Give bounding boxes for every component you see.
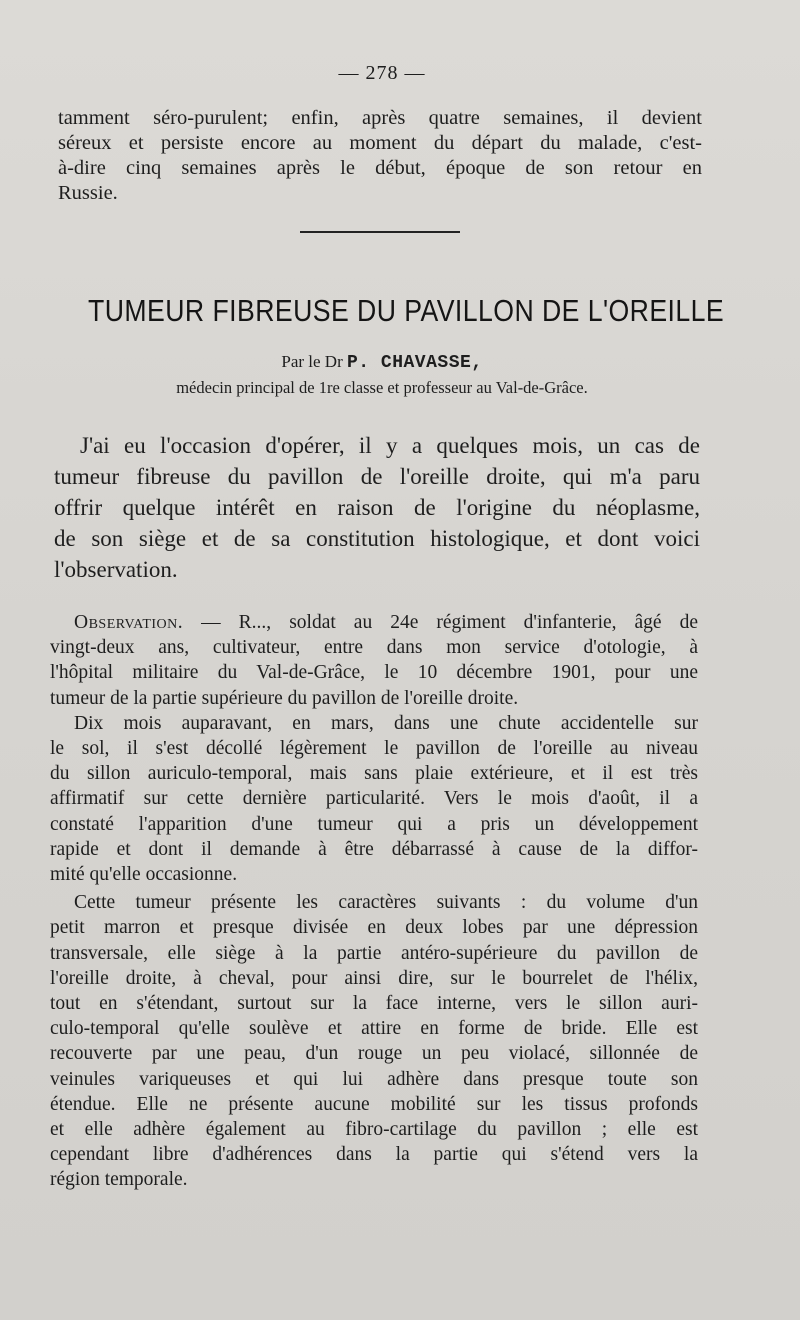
text-line: tout en s'étendant, surtout sur la face interne, vers le sillon auri-	[50, 993, 698, 1015]
text-line: mité qu'elle occasionne.	[50, 864, 238, 886]
observation-label: Observation.	[74, 612, 184, 633]
text-line: du sillon auriculo-temporal, mais sans plaie extérieure, et il est très	[50, 763, 698, 785]
text-line: le sol, il s'est décollé légèrement le pavillon de l'oreille au niveau	[50, 738, 698, 760]
text-line: séreux et persiste encore au moment du départ du malade, c'est-	[58, 132, 702, 154]
text-line: recouverte par une peau, d'un rouge un peu violacé, sillonnée de	[50, 1043, 698, 1065]
text-line: l'hôpital militaire du Val-de-Grâce, le 10 décembre 1901, pour une	[50, 662, 698, 684]
text-line: et elle adhère également au fibro-cartilage du pavillon ; elle est	[50, 1119, 698, 1141]
byline-prefix: Par le Dr	[281, 352, 343, 371]
text-line: l'oreille droite, à cheval, pour ainsi dire, sur le bourrelet de l'hélix,	[50, 967, 698, 989]
lead-paragraph	[54, 430, 700, 585]
text-line: constaté l'apparition d'une tumeur qui a pris un développement	[50, 813, 698, 835]
observation-section	[50, 610, 698, 1193]
observation-first-line-text: — R..., soldat au 24e régiment d'infanterie, âgé de	[201, 612, 699, 633]
text-line: tumeur fibreuse du pavillon de l'oreille droite, qui m'a paru	[54, 464, 700, 489]
page-number: — 278 —	[338, 62, 426, 84]
text-line: affirmatif sur cette dernière particularité. Vers le mois d'août, il a	[50, 788, 698, 810]
text-line: région temporale.	[50, 1169, 188, 1191]
intro-paragraph	[58, 106, 702, 206]
text-line: étendue. Elle ne présente aucune mobilité sur les tissus profonds	[50, 1093, 698, 1115]
text-line: Dix mois auparavant, en mars, dans une chute accidentelle sur	[74, 712, 698, 734]
author-byline	[0, 352, 764, 373]
text-line: culo-temporal qu'elle soulève et attire en forme de bride. Elle est	[50, 1018, 698, 1040]
article-title: TUMEUR FIBREUSE DU PAVILLON DE L'OREILLE	[88, 293, 725, 328]
observation-first-line	[50, 610, 698, 635]
text-line: à-dire cinq semaines après le début, époque de son retour en	[58, 157, 702, 179]
text-line: Cette tumeur présente les caractères suivants : du volume d'un	[74, 892, 698, 914]
text-line: offrir quelque intérêt en raison de l'origine du néoplasme,	[54, 495, 700, 520]
text-line: Russie.	[58, 182, 118, 204]
text-line: de son siège et de sa constitution histologique, et dont voici	[54, 526, 700, 551]
section-divider	[300, 231, 460, 233]
text-line: tumeur de la partie supérieure du pavillon de l'oreille droite.	[50, 687, 519, 709]
text-line: l'observation.	[54, 557, 178, 582]
text-line: rapide et dont il demande à être débarrassé à cause de la diffor-	[50, 838, 698, 860]
text-line: petit marron et presque divisée en deux lobes par une dépression	[50, 917, 698, 939]
text-line: J'ai eu l'occasion d'opérer, il y a quelques mois, un cas de	[80, 433, 700, 458]
text-line: transversale, elle siège à la partie antéro-supérieure du pavillon de	[50, 942, 698, 964]
text-line: vingt-deux ans, cultivateur, entre dans mon service d'otologie, à	[50, 637, 698, 659]
text-line: tamment séro-purulent; enfin, après quatre semaines, il devient	[58, 107, 702, 129]
text-line: cependant libre d'adhérences dans la partie qui s'étend vers la	[50, 1144, 698, 1166]
text-line: veinules variqueuses et qui lui adhère dans presque toute son	[50, 1068, 698, 1090]
author-name: P. CHAVASSE,	[347, 353, 483, 373]
author-affiliation: médecin principal de 1re classe et professeur au Val-de-Grâce.	[176, 378, 588, 397]
